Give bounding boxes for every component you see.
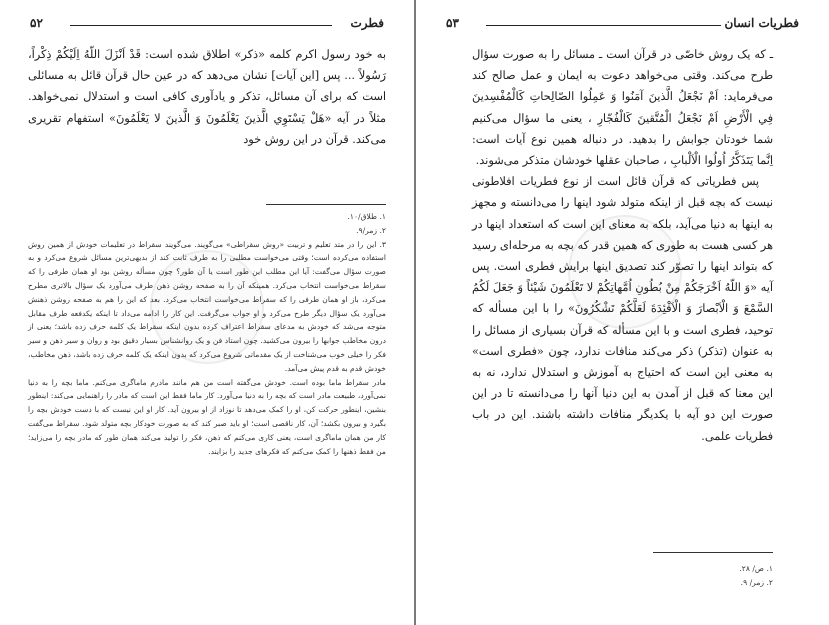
footnote: ۱. ص/ ۲۸. <box>739 564 773 573</box>
footnote-rule <box>266 204 386 205</box>
footnote: مادر سقراط ماما بوده است. خودش می‌گفته است من هم مانند مادرم ماماگری می‌کنم. ماما بچه را به دنیا نمی‌آورد، طبیعت مادر است که بچه را به دنیا می‌آورد. کار ماما فقط این است که مادر را راهنمایی می‌کند: اینطور بنشین، اینطور حرکت کن، او را کمک می‌دهد تا نوزاد از او بیرون آید. کار او این نیست که با دست خودش بچه را بگیرد و بیرون بکشد؛ آن، کار ناقصی است؛ او باید صبر کند که به صورت خودکار بچه متولد شود. سقراط می‌گفت کار من همان ماماگری است، یعنی کاری می‌کنم که ذهن، فکر را تولید می‌کند همان طور که مادر بچه را می‌زاید؛ من فقط ذهنها را کمک می‌کنم که فکرهای جدید را بزایند. <box>28 377 386 456</box>
left-page <box>0 0 414 625</box>
footnote: ۱. طلاق/۱۰. <box>347 212 386 221</box>
footnote: ۳. این را در متد تعلیم و تربیت «روش سقراطی» می‌گویند. می‌گویند سقراط در تعلیمات خودش از همین روش استفاده می‌کرده است؛ وقتی می‌خواست مطلبی را به طرف ثابت کند از بدیهی‌ترین مسائل شروع می‌کرد و به صورت سؤال می‌گفت: آیا این مطلب این طور است یا آن طور؟ چون مسأله روشن بود او همان طرفی را که سقراط می‌خواست انتخاب می‌کرد. همینکه آن را به صفحه روشن ذهن طرف می‌آورد یک سؤال بالاتری مطرح می‌کرد، باز او همان طرفی را که سقراط می‌خواست انتخاب می‌کرد. بعد که این را هم به صفحه روشن ذهنش می‌آورد یک سؤال دیگر طرح می‌کرد و او جواب می‌گرفت. این کار را ادامه می‌داد تا اینکه یکدفعه طرف مقابل متوجه می‌شد که خودش به مدعای سقراط اعتراف کرده بدون اینکه سقراط یک کلمه حرف زده باشد؛ یعنی از درون مخاطب جوابها را بیرون می‌کشید. چون استاد فن و یک روانشناس بسیار دقیق بود و روان و سیر ذهن و سیر فکر را خیلی خوب می‌شناخت از یک مقدماتی شروع می‌کرد که بدون اینکه یک کلمه حرف زده باشد، ذهن مخاطب، خودش قدم به قدم پیش می‌آمد. <box>28 239 386 373</box>
page-number: ۵۳ <box>446 16 459 30</box>
left-page-footnotes <box>28 210 386 458</box>
footnote: ۲. زمر/ ۹. <box>740 577 773 587</box>
running-title: فطرت <box>350 16 384 30</box>
footnote: ۲. زمر/۹. <box>356 225 386 235</box>
right-page <box>416 0 829 625</box>
header-rule <box>70 25 332 26</box>
right-page-header <box>446 14 799 34</box>
footnote-rule <box>653 552 773 553</box>
paragraph: به خود رسول اکرم کلمه «ذکر» اطلاق شده است: قَدْ اَنْزَلَ اللّهُ اِلَيْكُمْ ذِكْراً، رَسُولاً ... پس [این آیات] نشان می‌دهد که در عین حال قرآن قائل به مسائلی است که برای آن مسائل، تذکر و یادآوری کافی است و استدلال نمی‌خواهد. مثلاً در آیه «هَلْ يَسْتَوِي الَّذينَ يَعْلَمُونَ وَ الَّذينَ لا يَعْلَمُونَ» استفهام تقریری می‌کند. قرآن در این روش خود <box>28 48 386 146</box>
right-page-body <box>472 44 773 447</box>
page-number: ۵۲ <box>30 16 43 30</box>
paragraph: ـ که یک روش خاصّی در قرآن است ـ مسائل را به صورت سؤال طرح می‌کند. وقتی می‌خواهد دعوت به ایمان و عمل صالح کند می‌فرماید: اَمْ نَجْعَلُ الَّذينَ آمَنُوا وَ عَمِلُوا الصّالِحاتِ كَالْمُفْسِدينَ فِي الْأَرْضِ اَمْ نَجْعَلُ الْمُتَّقينَ كَالْفُجّارِ ، یعنی ما سؤال می‌کنیم شما خودتان جوابش را بدهید. در دنباله همین نوع آیات است: اِنَّما يَتَذَكَّرُ اُولُوا الْاَلْبابِ ، صاحبان عقلها خودشان متذکر می‌شوند. <box>472 48 774 168</box>
left-page-body <box>28 44 386 150</box>
paragraph: پس فطریاتی که قرآن قائل است از نوع فطریات افلاطونی نیست که بچه قبل از اینکه متولد شود اینها را می‌دانسته و مجهز به اینها به دنیا می‌آید، بلکه به معنای این است که استعداد اینها در هر کسی هست به طوری که همین قدر که بچه به مرحله‌ای رسید که بتواند اینها را تصوّر کند تصدیق اینها برایش فطری است. پس آیه «وَ اللّهُ اَخْرَجَكُمْ مِنْ بُطُونِ اُمَّهاتِكُمْ لا تَعْلَمُونَ شَيْئاً وَ جَعَلَ لَكُمُ السَّمْعَ وَ الْاَبْصارَ وَ الْاَفْئِدَةَ لَعَلَّكُمْ تَشْكُرُونَ» را با این مسأله که توحید، فطری است و با این مسأله که قرآن بسیاری از مسائل را به عنوان (تذکر) ذکر می‌کند منافات ندارد، چون «فطری است» به معنی این است که احتیاج به آموزش و استدلال ندارد، نه به این معنا که قبل از آمدن به این دنیا آنها را می‌دانسته تا در این صورت این دو آیه با یکدیگر منافات داشته باشند. این در باب فطریات علمی. <box>472 175 773 443</box>
header-rule <box>486 25 721 26</box>
running-title: فطریات انسان <box>724 16 799 30</box>
left-page-header <box>30 14 384 34</box>
right-page-footnotes <box>472 562 773 590</box>
